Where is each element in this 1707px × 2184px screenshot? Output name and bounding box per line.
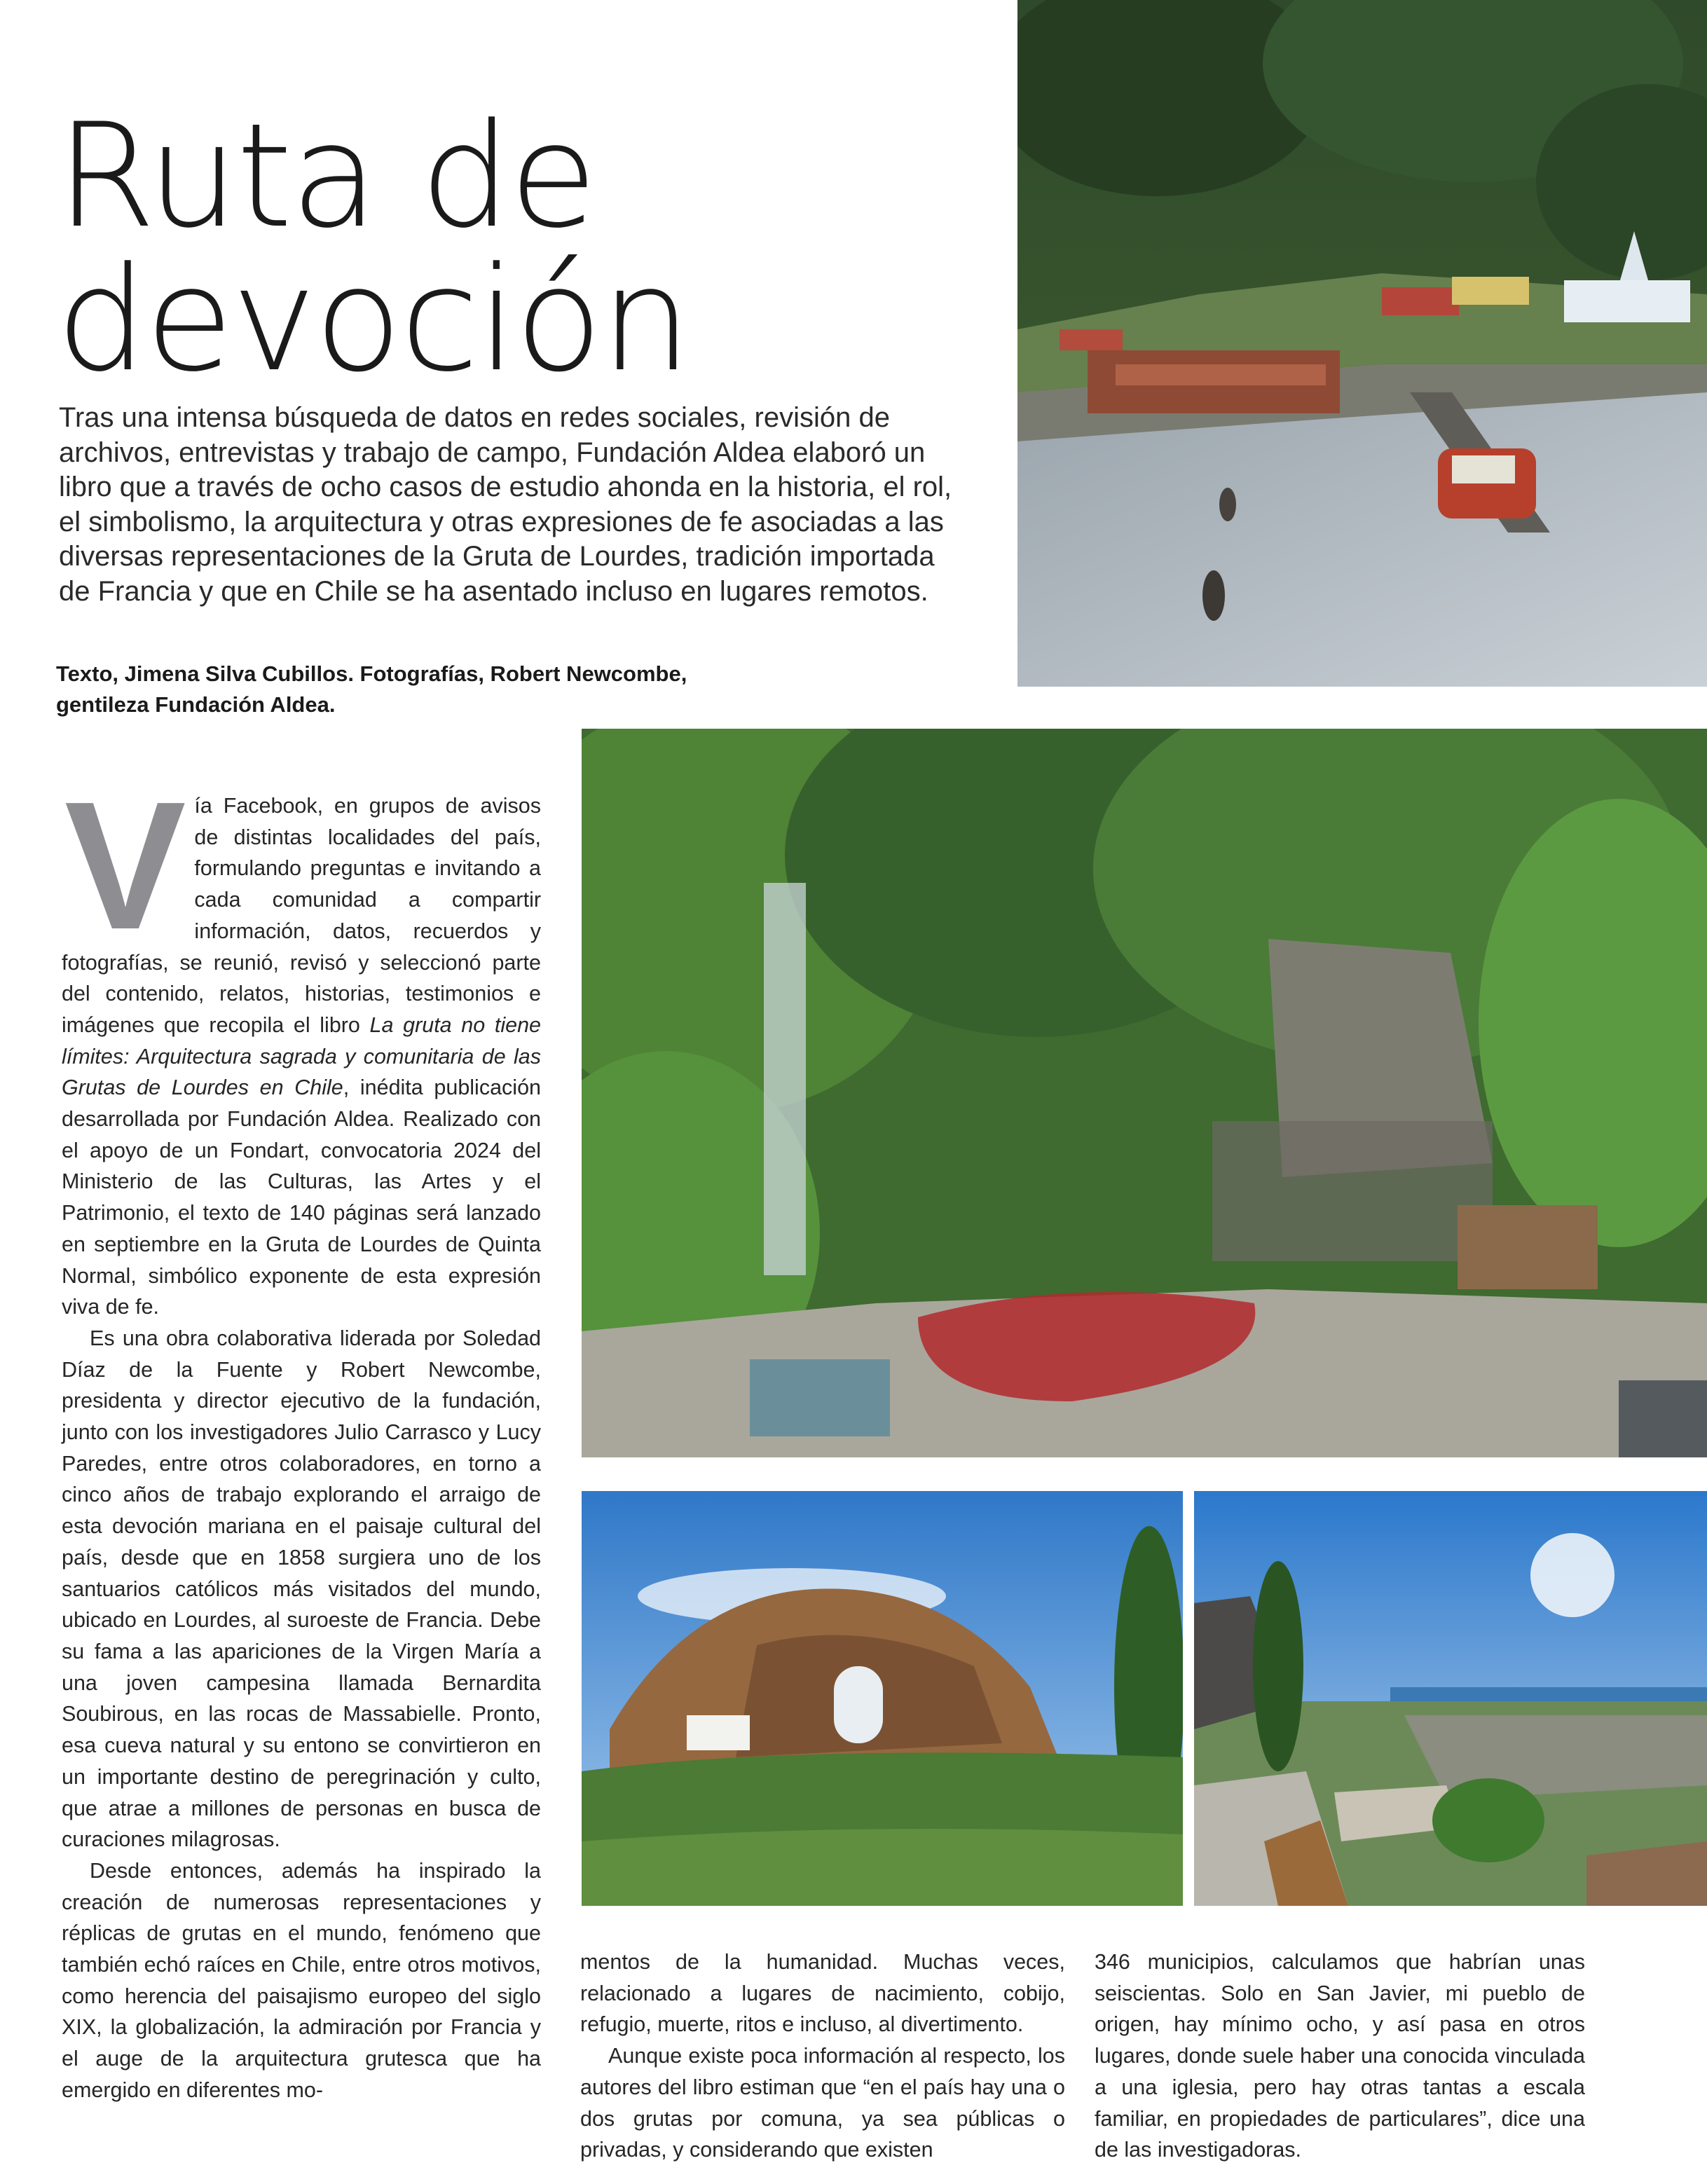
photo-hilltop-town-view [1194, 1491, 1707, 1906]
paragraph-3-continued: mentos de la humanidad. Muchas veces, relacionado a lugares de nacimiento, cobijo, refugio, muerte, ritos e incluso, al divertimento. [580, 1950, 1065, 2037]
paragraph-2: Es una obra colaborativa liderada por Soledad Díaz de la Fuente y Robert Newcombe, presidenta y director ejecutivo de la fundación, junto con los investigadores Julio Carrasco y Lucy Paredes, entre otros colaboradores, en torno a cinco años de trabajo explorando el arraigo de esta devoción mariana en el paisaje cultural del país, desde que en 1858 surgiera uno de los santuarios católicos más visitados del mundo, ubicado en Lourdes, al suroeste de Francia. Debe su fama a las apariciones de la Virgen María a una joven campesina llamada Bernardita Soubirous, en las rocas de Massabielle. Pronto, esa cueva natural y su entono se convirtieron en un importante destino de peregrinación y culto, que atrae a millones de personas en busca de curaciones milagrosas. [62, 1326, 541, 1852]
article-lead: Tras una intensa búsqueda de datos en redes sociales, revisión de archivos, entrevistas y trabajo de campo, Fundación Aldea elaboró un libro que a través de ocho casos de estudio ahonda en la historia, el rol, el simbolismo, la arquitectura y otras expresiones de fe asociadas a las diversas representaciones de la Gruta de Lourdes, tradición importada de Francia y que en Chile se ha asentado incluso en lugares remotos. [59, 402, 952, 607]
paragraph-3: Desde entonces, además ha inspirado la creación de numerosas representaciones y réplicas de grutas en el mundo, fenómeno que también echó raíces en Chile, entre otros motivos, como herencia del paisajismo europeo del siglo XIX, la globalización, la admiración por Francia y el auge de la arquitectura grutesca que ha emergido en diferentes mo- [62, 1858, 541, 2102]
credits-line-1: Texto, Jimena Silva Cubillos. Fotografías, Robert Newcombe, [56, 661, 687, 686]
paragraph-4: Aunque existe poca información al respecto, los autores del libro estiman que “en el país hay una o dos grutas por comuna, ya sea públicas o privadas, y considerando que existen [580, 2044, 1065, 2162]
article-column-3 [1095, 1946, 1585, 2166]
title-line-1: Ruta de [56, 93, 596, 260]
photo-forest-grotto-gathering [582, 729, 1707, 1457]
photo-aerial-village [1017, 0, 1707, 687]
article-credits [56, 659, 799, 720]
book-title: La gruta no tiene límites: Arquitectura sagrada y comunitaria de las Grutas de Lourdes en Chile [62, 1012, 541, 1100]
article-title [56, 93, 967, 404]
paragraph-1 [62, 764, 542, 1323]
title-line-2: devoción [56, 237, 690, 404]
article-column-1 [62, 764, 542, 2106]
article-column-2 [580, 1946, 1065, 2166]
paragraph-4-continued: 346 municipios, calculamos que habrían unas seiscientas. Solo en San Javier, mi pueblo de origen, hay mínimo ocho, y así pasa en otros lugares, donde suele haber una conocida vinculada a una iglesia, pero hay otras tantas a escala familiar, en propiedades de particulares”, dice una de las investigadoras. [1095, 1950, 1585, 2162]
paragraph-1-text-a: ía Facebook, en grupos de avisos de distintas localidades del país, formulando preguntas e invitando a cada comunidad a compartir información, datos, recuerdos y fotografías, se reunió, revisó y seleccionó parte del contenido, relatos, historias, testimonios e imágenes que recopila el libro [62, 794, 541, 1037]
drop-cap: V [64, 764, 186, 968]
credits-line-2: gentileza Fundación Aldea. [56, 692, 336, 717]
paragraph-1-text-b: , inédita publicación desarrollada por Fundación Aldea. Realizado con el apoyo de un Fondart, convocatoria 2024 del Ministerio de las Culturas, las Artes y el Patrimonio, el texto de 140 páginas será lanzado en septiembre en la Gruta de Lourdes de Quinta Normal, simbólico exponente de esta expresión viva de fe. [62, 1076, 542, 1319]
photo-rock-grotto [582, 1491, 1183, 1906]
